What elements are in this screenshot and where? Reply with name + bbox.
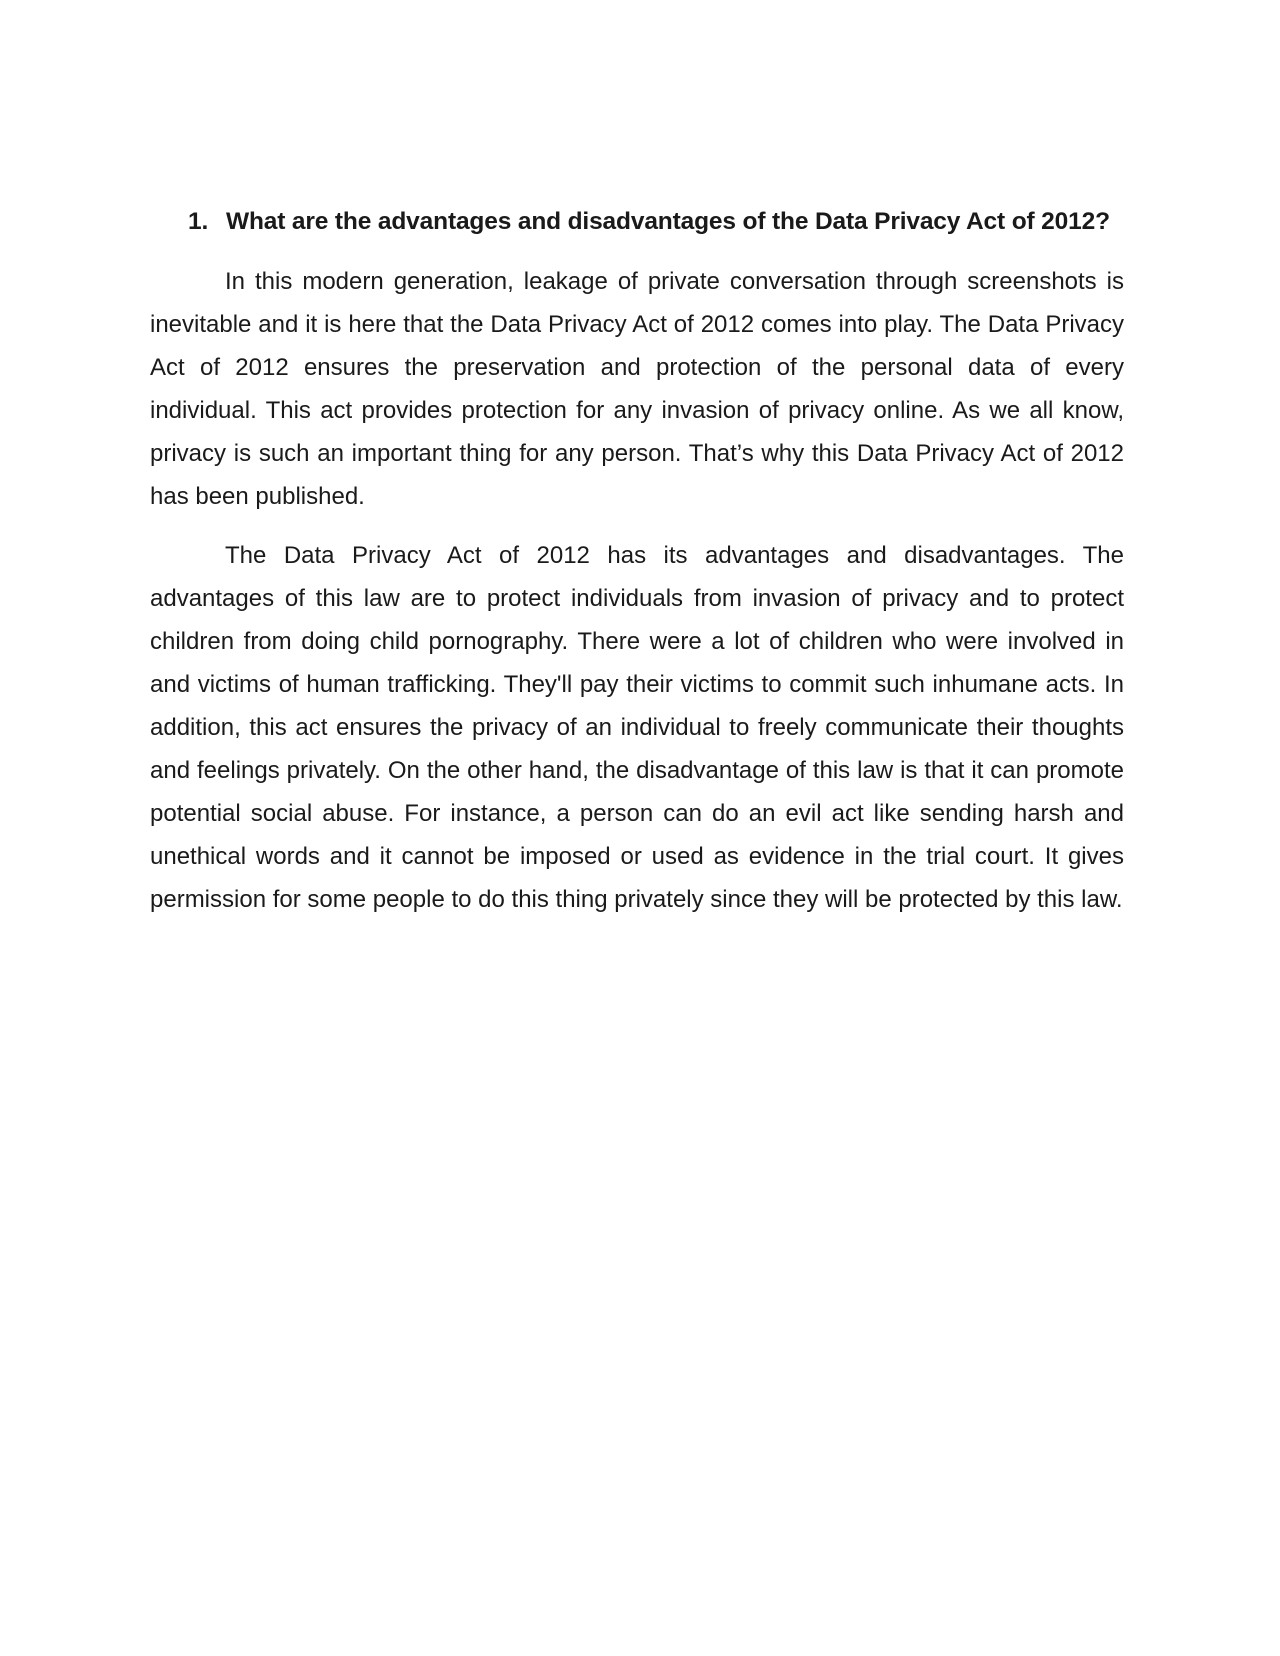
question-heading — [188, 206, 1124, 238]
paragraph-intro: In this modern generation, leakage of private conversation through screenshots is inevitable and it is here that the Data Privacy Act of 2012 comes into play. The Data Privacy Act of 2012 ensures the preservation and protection of the personal data of every individual. This act provides protection for any invasion of privacy online. As we all know, privacy is such an important thing for any person. That’s why this Data Privacy Act of 2012 has been published. — [150, 268, 1124, 510]
document-body — [150, 206, 1124, 937]
paragraph-advantages-disadvantages: The Data Privacy Act of 2012 has its advantages and disadvantages. The advantages of this law are to protect individuals from invasion of privacy and to protect children from doing child pornography. There were a lot of children who were involved in and victims of human trafficking. They'll pay their victims to commit such inhumane acts. In addition, this act ensures the privacy of an individual to freely communicate their thoughts and feelings privately. On the other hand, the disadvantage of this law is that it can promote potential social abuse. For instance, a person can do an evil act like sending harsh and unethical words and it cannot be imposed or used as evidence in the trial court. It gives permission for some people to do this thing privately since they will be protected by this law. — [150, 542, 1124, 913]
question-number: 1. — [188, 208, 209, 235]
question-text: What are the advantages and disadvantages of the Data Privacy Act of 2012? — [226, 208, 1110, 235]
